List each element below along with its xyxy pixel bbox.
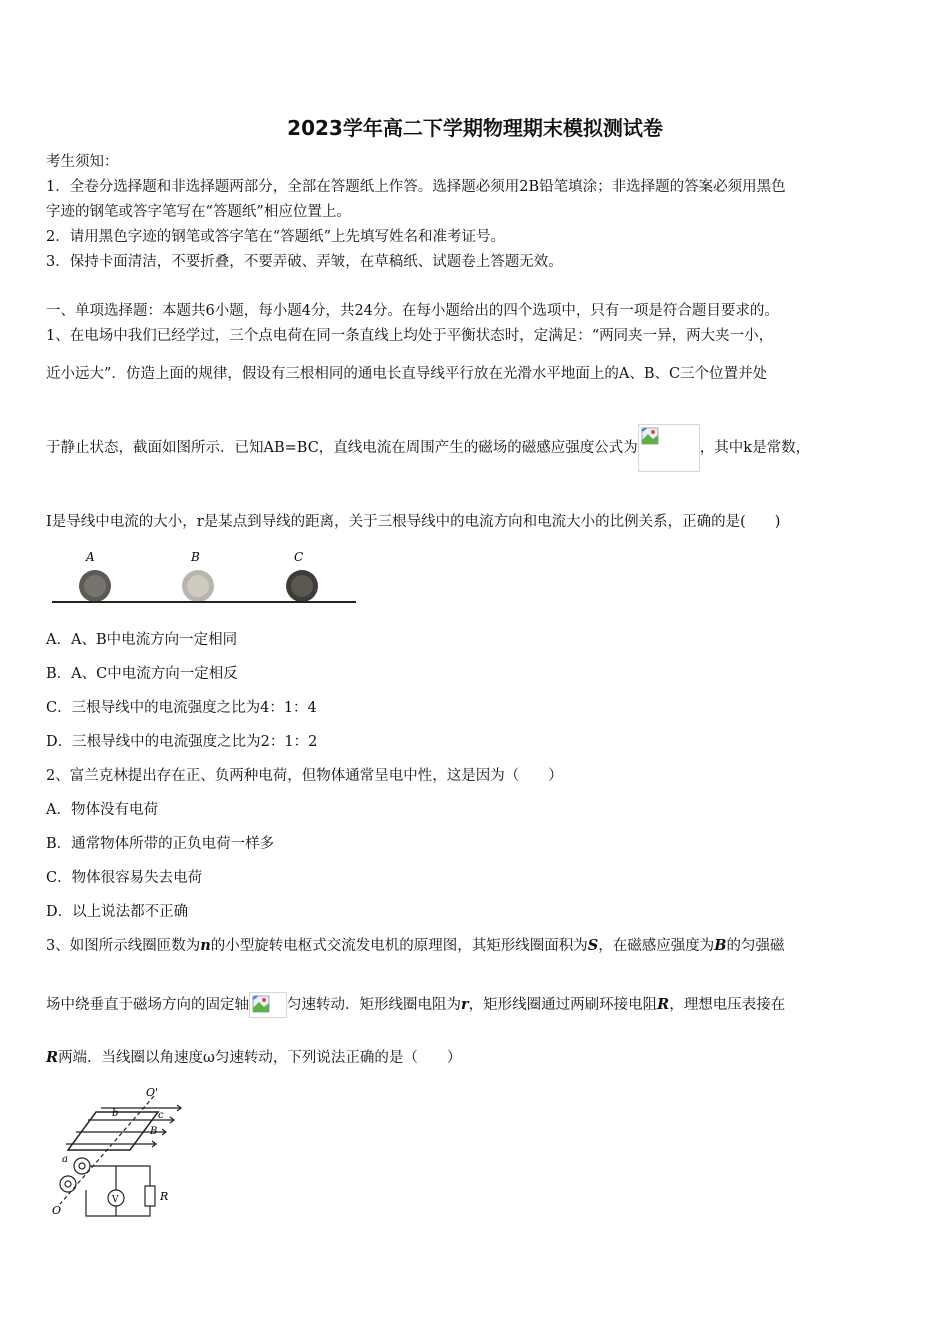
q1-option-c: C．三根导线中的电流强度之比为4：1：4 [46,700,317,716]
q2-option-c: C．物体很容易失去电荷 [46,870,203,886]
label-field-b: B [150,1126,158,1137]
q3-var-n: n [200,937,211,954]
label-voltmeter: V [112,1195,119,1205]
q3-line-1b: 的小型旋转电枢式交流发电机的原理图，其矩形线圈面积为 [210,938,588,954]
q3-var-b: B [714,937,727,954]
q2-stem: 2、富兰克林提出存在正、负两种电荷，但物体通常呈电中性，这是因为（ ） [46,768,563,784]
label-o-prime: O' [146,1086,159,1099]
q2-option-b: B．通常物体所带的正负电荷一样多 [46,836,275,852]
q3-line-2b: 匀速转动．矩形线圈电阻为 [287,997,461,1013]
q2-option-a: A．物体没有电荷 [46,802,158,818]
q1-line-3b: ，其中k是常数， [699,440,811,456]
q1-line-3 [46,424,810,472]
axis-image-placeholder [249,992,287,1018]
q1-option-a: A．A、B中电流方向一定相同 [46,632,238,648]
label-c: C [294,550,304,564]
q3-var-R: R [657,996,670,1013]
q3-line-3 [46,1048,461,1068]
notice-item-3: 3．保持卡面清洁，不要折叠，不要弄破、弄皱，在草稿纸、试题卷上答题无效。 [46,254,563,270]
label-a-point: a [62,1154,68,1165]
q1-wires-figure [50,546,360,608]
q3-line-1c: ，在磁感应强度为 [598,938,715,954]
notice-item-1b: 字迹的钢笔或答字笔写在“答题纸”相应位置上。 [46,204,351,220]
q3-generator-figure [46,1082,196,1222]
q3-var-s: S [587,937,599,954]
q1-option-b: B．A、C中电流方向一定相反 [46,666,238,682]
q3-line-1 [46,936,785,956]
page-title: 2023学年高二下学期物理期末模拟测试卷 [287,116,663,140]
q1-line-3a: 于静止状态，截面如图所示．已知AB=BC，直线电流在周围产生的磁场的磁感应强度公式为 [46,440,638,456]
q3-line-2a: 场中绕垂直于磁场方向的固定轴 [46,997,249,1013]
broken-image-icon [641,427,659,445]
label-o: O [52,1204,62,1217]
formula-image-placeholder [638,424,700,472]
q1-line-2: 近小远大”．仿造上面的规律，假设有三根相同的通电长直导线平行放在光滑水平地面上的A、B、C三个位置并处 [46,366,768,382]
q1-line-1: 1、在电场中我们已经学过，三个点电荷在同一条直线上均处于平衡状态时，定满足：“两同夹一异，两大夹一小， [46,328,774,344]
q3-var-R-2: R [46,1049,59,1066]
q1-line-4: I是导线中电流的大小，r是某点到导线的距离，关于三根导线中的电流方向和电流大小的比例关系，正确的是( ) [46,514,781,530]
q3-var-r: r [461,996,469,1013]
q3-line-3b: 两端．当线圈以角速度ω匀速转动，下列说法正确的是（ ） [58,1050,462,1066]
q3-line-1a: 3、如图所示线圈匝数为 [46,938,201,954]
label-c-point: c [158,1110,164,1121]
section-heading: 一、单项选择题：本题共6小题，每小题4分，共24分。在每小题给出的四个选项中，只有一项是符合题目要求的。 [46,303,779,319]
q3-line-2c: ，矩形线圈通过两刷环接电阻 [468,997,658,1013]
label-b-point: b [112,1108,119,1119]
notice-item-1a: 1．全卷分选择题和非选择题两部分，全部在答题纸上作答。选择题必须用2B铅笔填涂；非选择题的答案必须用黑色 [46,179,786,195]
resistor-symbol [145,1186,155,1206]
label-resistor: R [160,1190,169,1203]
q1-option-d: D．三根导线中的电流强度之比为2：1：2 [46,734,318,750]
notice-item-2: 2．请用黑色字迹的钢笔或答字笔在“答题纸”上先填写姓名和准考证号。 [46,229,506,245]
q3-line-2 [46,985,785,1025]
broken-image-icon [252,995,270,1013]
notice-heading: 考生须知： [46,154,119,170]
label-a: A [86,550,95,564]
q3-line-2d: ，理想电压表接在 [669,997,786,1013]
label-b: B [191,550,200,564]
q3-line-1d: 的匀强磁 [726,938,785,954]
q2-option-d: D．以上说法都不正确 [46,904,189,920]
